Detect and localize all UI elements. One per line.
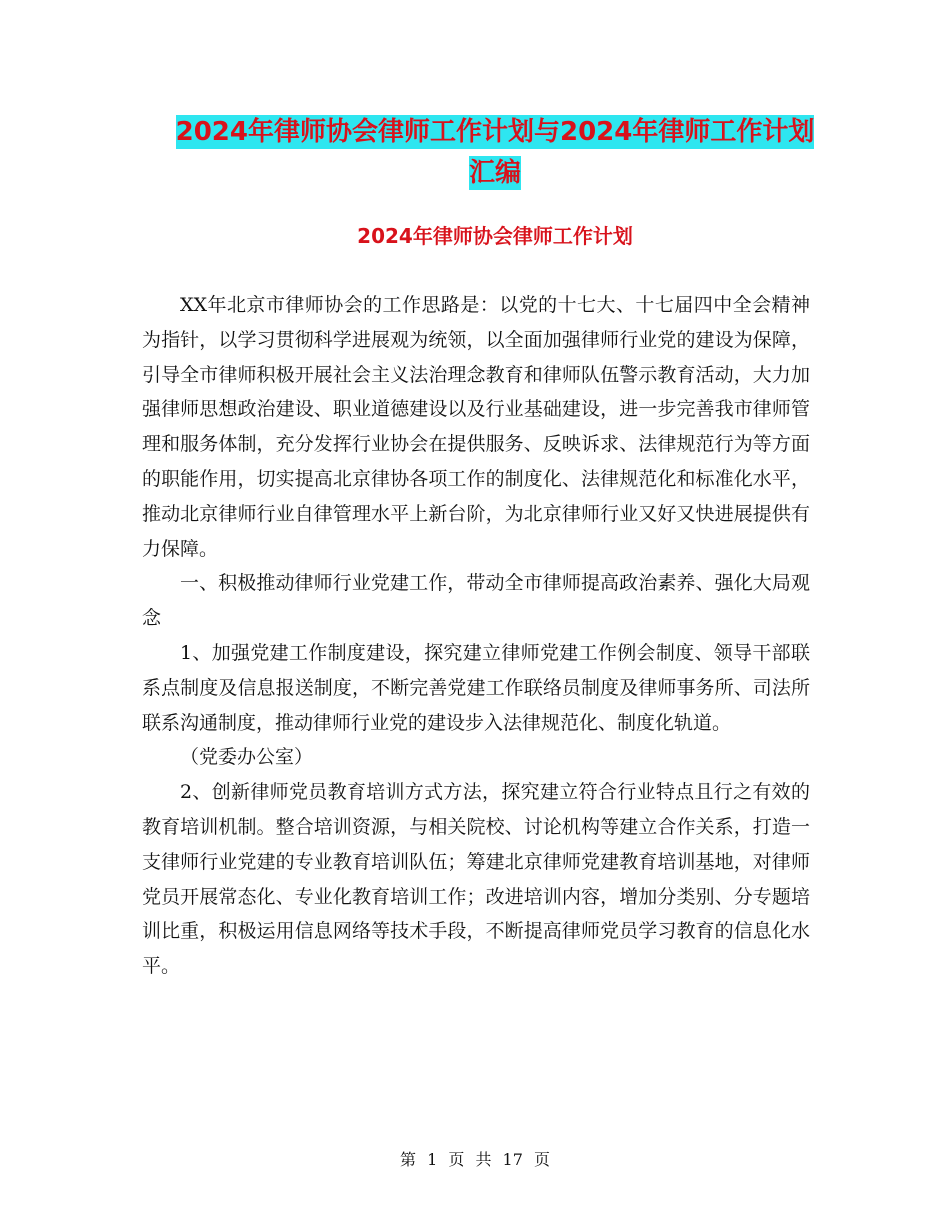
paragraph-item-1: 1、加强党建工作制度建设，探究建立律师党建工作例会制度、领导干部联系点制度及信息报送制度，不断完善党建工作联络员制度及律师事务所、司法所联系沟通制度，推动律师行业党的建设步入法律规范化、制度化轨道。 — [142, 641, 810, 734]
paragraph-department-note: （党委办公室） — [180, 746, 314, 769]
document-title-line-1: 2024年律师协会律师工作计划与2024年律师工作计划 — [175, 117, 815, 147]
document-body — [142, 288, 810, 984]
document-title-line-2: 汇编 — [468, 158, 521, 188]
document-title — [140, 112, 850, 194]
page-footer: 第 1 页 共 17 页 — [400, 1150, 550, 1169]
paragraph-heading-1: 一、积极推动律师行业党建工作，带动全市律师提高政治素养、强化大局观念 — [142, 572, 810, 630]
paragraph-item-2: 2、创新律师党员教育培训方式方法，探究建立符合行业特点且行之有效的教育培训机制。整合培训资源，与相关院校、讨论机构等建立合作关系，打造一支律师行业党建的专业教育培训队伍；筹建北京律师党建教育培训基地，对律师党员开展常态化、专业化教育培训工作；改进培训内容，增加分类别、分专题培训比重，积极运用信息网络等技术手段，不断提高律师党员学习教育的信息化水平。 — [142, 781, 810, 978]
paragraph-intro: XX年北京市律师协会的工作思路是：以党的十七大、十七届四中全会精神为指针，以学习贯彻科学进展观为统领，以全面加强律师行业党的建设为保障，引导全市律师积极开展社会主义法治理念教育和律师队伍警示教育活动，大力加强律师思想政治建设、职业道德建设以及行业基础建设，进一步完善我市律师管理和服务体制，充分发挥行业协会在提供服务、反映诉求、法律规范行为等方面的职能作用，切实提高北京律协各项工作的制度化、法律规范化和标准化水平，推动北京律师行业自律管理水平上新台阶，为北京律师行业又好又快进展提供有力保障。 — [142, 294, 810, 560]
section-title: 2024年律师协会律师工作计划 — [357, 224, 633, 248]
